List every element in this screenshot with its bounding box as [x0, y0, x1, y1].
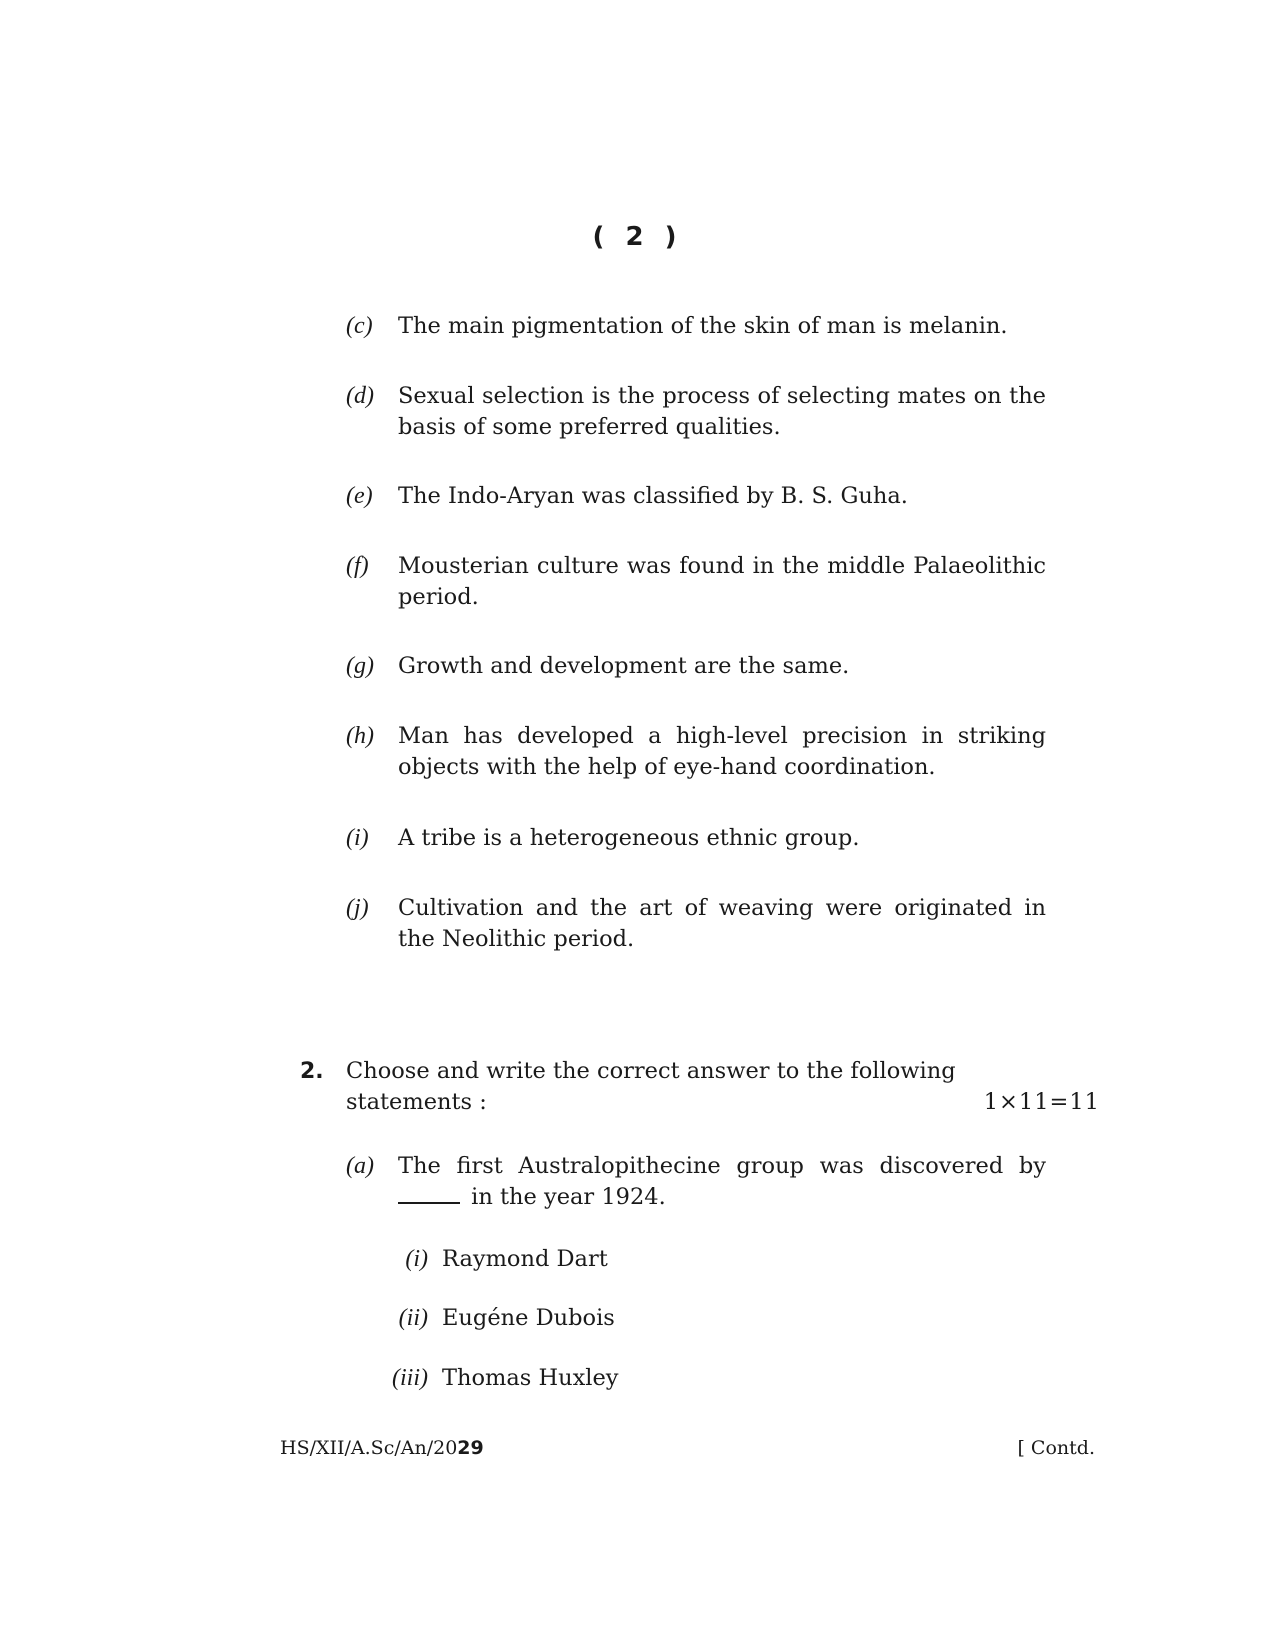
- statement-label: (c): [346, 313, 373, 339]
- statement-text-after: in the year 1924.: [471, 1184, 666, 1210]
- option-text: Raymond Dart: [442, 1246, 608, 1272]
- statement-label: (e): [346, 483, 373, 509]
- option-i: [405, 1244, 608, 1275]
- statement-label: (a): [346, 1153, 374, 1179]
- answer-blank: [398, 1202, 460, 1204]
- statement-i: [346, 823, 1046, 854]
- option-ii: [398, 1303, 615, 1334]
- statement-label: (h): [346, 723, 374, 749]
- option-label: (iii): [392, 1365, 428, 1391]
- question-number: 2.: [300, 1059, 324, 1084]
- statement-text: The Indo-Aryan was classified by B. S. Guha.: [398, 483, 908, 509]
- option-text: Eugéne Dubois: [442, 1305, 615, 1331]
- option-text: Thomas Huxley: [442, 1365, 619, 1391]
- paper-code: [280, 1437, 484, 1459]
- option-label: (ii): [398, 1305, 428, 1331]
- question-text: Choose and write the correct answer to the following statements :: [346, 1058, 956, 1115]
- paper-code-suffix: 29: [457, 1437, 484, 1459]
- page-number: ( 2 ): [592, 222, 683, 252]
- option-iii: [392, 1363, 619, 1394]
- statement-label: (i): [346, 825, 369, 851]
- statement-j: [346, 893, 1046, 955]
- paper-code-prefix: HS/XII/A.Sc/An/20: [280, 1437, 458, 1459]
- option-label: (i): [405, 1246, 428, 1272]
- question-2a: [346, 1151, 1046, 1213]
- statement-label: (d): [346, 383, 374, 409]
- statement-e: [346, 481, 1046, 512]
- marks-allocation: 1×11=11: [983, 1089, 1100, 1115]
- continued-label: [ Contd.: [1017, 1437, 1095, 1459]
- statement-f: [346, 551, 1046, 613]
- statement-text: Growth and development are the same.: [398, 653, 850, 679]
- statement-text: [398, 1151, 1046, 1213]
- statement-text: Sexual selection is the process of selecting mates on the basis of some preferred qualities.: [398, 383, 1046, 440]
- question-2: [300, 1056, 1100, 1118]
- statement-h: [346, 721, 1046, 783]
- statement-text: The main pigmentation of the skin of man is melanin.: [398, 313, 1008, 339]
- statement-text-before: The first Australopithecine group was discovered by: [398, 1153, 1046, 1179]
- statement-text: Mousterian culture was found in the middle Palaeolithic period.: [398, 553, 1046, 610]
- statement-text: A tribe is a heterogeneous ethnic group.: [398, 825, 860, 851]
- statement-g: [346, 651, 1046, 682]
- statement-label: (g): [346, 653, 374, 679]
- statement-label: (j): [346, 895, 369, 921]
- statement-c: [346, 311, 1046, 342]
- statement-text: Man has developed a high-level precision in striking objects with the help of eye-hand coordination.: [398, 723, 1046, 780]
- statement-text: Cultivation and the art of weaving were originated in the Neolithic period.: [398, 895, 1046, 952]
- statement-d: [346, 381, 1046, 443]
- statement-label: (f): [346, 553, 369, 579]
